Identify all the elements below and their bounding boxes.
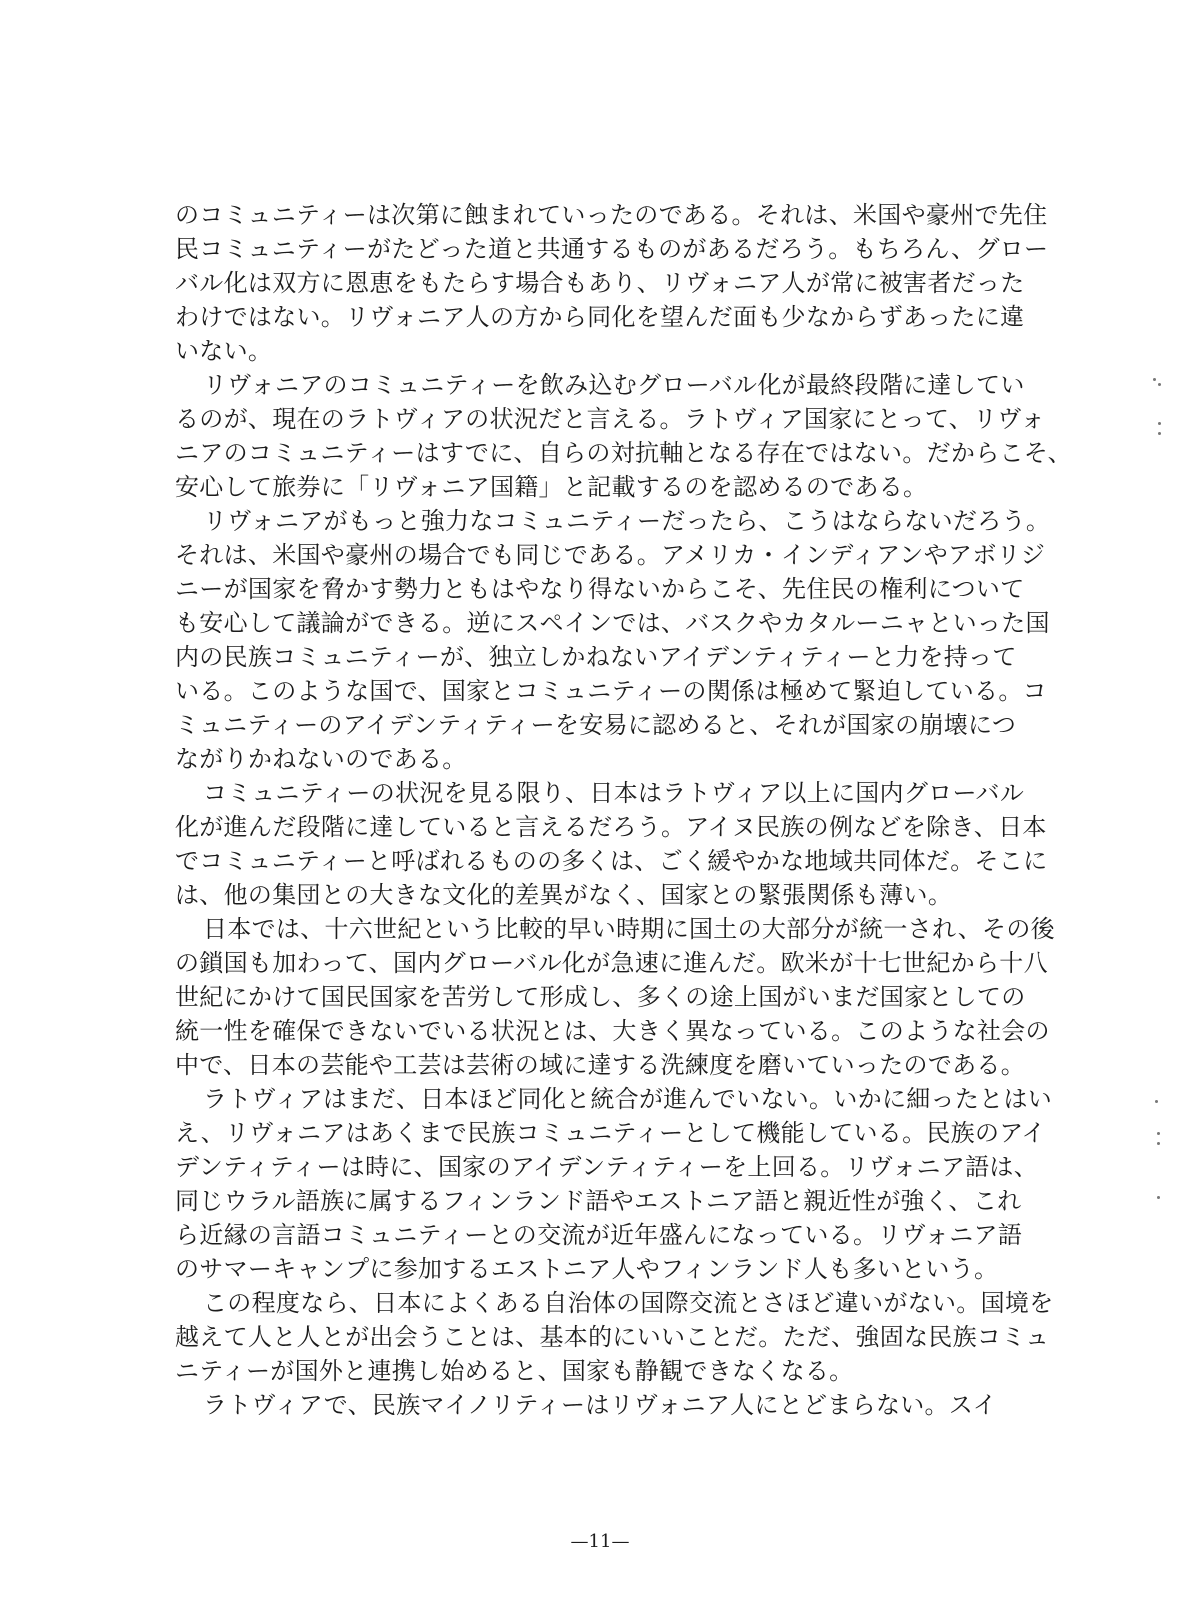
text-line: それは、米国や豪州の場合でも同じである。アメリカ・インディアンやアボリジ [175, 541, 1046, 569]
text-line: 同じウラル語族に属するフィンランド語やエストニア語と親近性が強く、これ [175, 1187, 1022, 1215]
text-line: のサマーキャンプに参加するエストニア人やフィンランド人も多いという。 [175, 1255, 999, 1283]
text-line: 日本では、十六世紀という比較的早い時期に国土の大部分が統一され、その後 [203, 915, 1055, 943]
text-line: コミュニティーの状況を見る限り、日本はラトヴィア以上に国内グローバル [203, 779, 1025, 807]
margin-speck [1158, 432, 1161, 435]
text-line: バル化は双方に恩恵をもたらす場合もあり、リヴォニア人が常に被害者だった [175, 269, 1025, 297]
text-line: いない。 [175, 337, 273, 365]
margin-speck [1155, 1100, 1158, 1103]
text-line: 中で、日本の芸能や工芸は芸術の域に達する洗練度を磨いていったのである。 [175, 1051, 1026, 1079]
margin-speck [1157, 1132, 1160, 1135]
text-line: ニアのコミュニティーはすでに、自らの対抗軸となる存在ではない。だからこそ、 [175, 439, 1072, 467]
text-line: ラトヴィアで、民族マイノリティーはリヴォニア人にとどまらない。スイ [203, 1391, 997, 1419]
text-line: ミュニティーのアイデンティティーを安易に認めると、それが国家の崩壊につ [175, 711, 1017, 739]
text-line: いる。このような国で、国家とコミュニティーの関係は極めて緊迫している。コ [175, 677, 1047, 705]
margin-speck [1158, 383, 1161, 386]
text-line: 世紀にかけて国民国家を苦労して形成し、多くの途上国がいまだ国家としての [175, 983, 1026, 1011]
text-line: リヴォニアがもっと強力なコミュニティーだったら、こうはならないだろう。 [203, 507, 1051, 535]
text-line: え、リヴォニアはあくまで民族コミュニティーとして機能している。民族のアイ [175, 1119, 1046, 1147]
text-line: ニーが国家を脅かす勢力ともはやなり得ないからこそ、先住民の権利について [175, 575, 1025, 603]
text-line: ら近縁の言語コミュニティーとの交流が近年盛んになっている。リヴォニア語 [175, 1221, 1023, 1249]
margin-speck [1157, 1196, 1160, 1199]
text-line: ラトヴィアはまだ、日本ほど同化と統合が進んでいない。いかに細ったとはい [203, 1085, 1053, 1113]
text-line: は、他の集団との大きな文化的差異がなく、国家との緊張関係も薄い。 [175, 881, 953, 909]
text-line: リヴォニアのコミュニティーを飲み込むグローバル化が最終段階に達してい [203, 371, 1025, 399]
text-line: ながりかねないのである。 [175, 745, 467, 773]
margin-speck [1153, 378, 1156, 381]
body-text [175, 198, 1072, 1422]
text-line: わけではない。リヴォニア人の方から同化を望んだ面も少なからずあったに違 [175, 303, 1025, 331]
text-line: デンティティーは時に、国家のアイデンティティーを上回る。リヴォニア語は、 [175, 1153, 1039, 1181]
text-line: るのが、現在のラトヴィアの状況だと言える。ラトヴィア国家にとって、リヴォ [175, 405, 1045, 433]
text-line: ニティーが国外と連携し始めると、国家も静観できなくなる。 [175, 1357, 854, 1385]
text-line: 民コミュニティーがたどった道と共通するものがあるだろう。もちろん、グロー [175, 235, 1049, 263]
text-line: 統一性を確保できないでいる状況とは、大きく異なっている。このような社会の [175, 1017, 1050, 1045]
text-line: でコミュニティーと呼ばれるものの多くは、ごく緩やかな地域共同体だ。そこに [175, 847, 1048, 875]
margin-speck [1158, 422, 1161, 425]
text-line: のコミュニティーは次第に蝕まれていったのである。それは、米国や豪州で先住 [175, 201, 1048, 229]
text-line: の鎖国も加わって、国内グローバル化が急速に進んだ。欧米が十七世紀から十八 [175, 949, 1048, 977]
text-line: 越えて人と人とが出会うことは、基本的にいいことだ。ただ、強固な民族コミュ [175, 1323, 1050, 1351]
text-line: この程度なら、日本によくある自治体の国際交流とさほど違いがない。国境を [203, 1289, 1054, 1317]
page-number: —11— [570, 1531, 630, 1552]
text-line: も安心して議論ができる。逆にスペインでは、バスクやカタルーニャといった国 [175, 609, 1050, 637]
text-line: 安心して旅券に「リヴォニア国籍」と記載するのを認めるのである。 [175, 473, 928, 501]
text-line: 化が進んだ段階に達していると言えるだろう。アイヌ民族の例などを除き、日本 [175, 813, 1047, 841]
margin-speck [1157, 1142, 1160, 1145]
text-line: 内の民族コミュニティーが、独立しかねないアイデンティティーと力を持って [175, 643, 1017, 671]
